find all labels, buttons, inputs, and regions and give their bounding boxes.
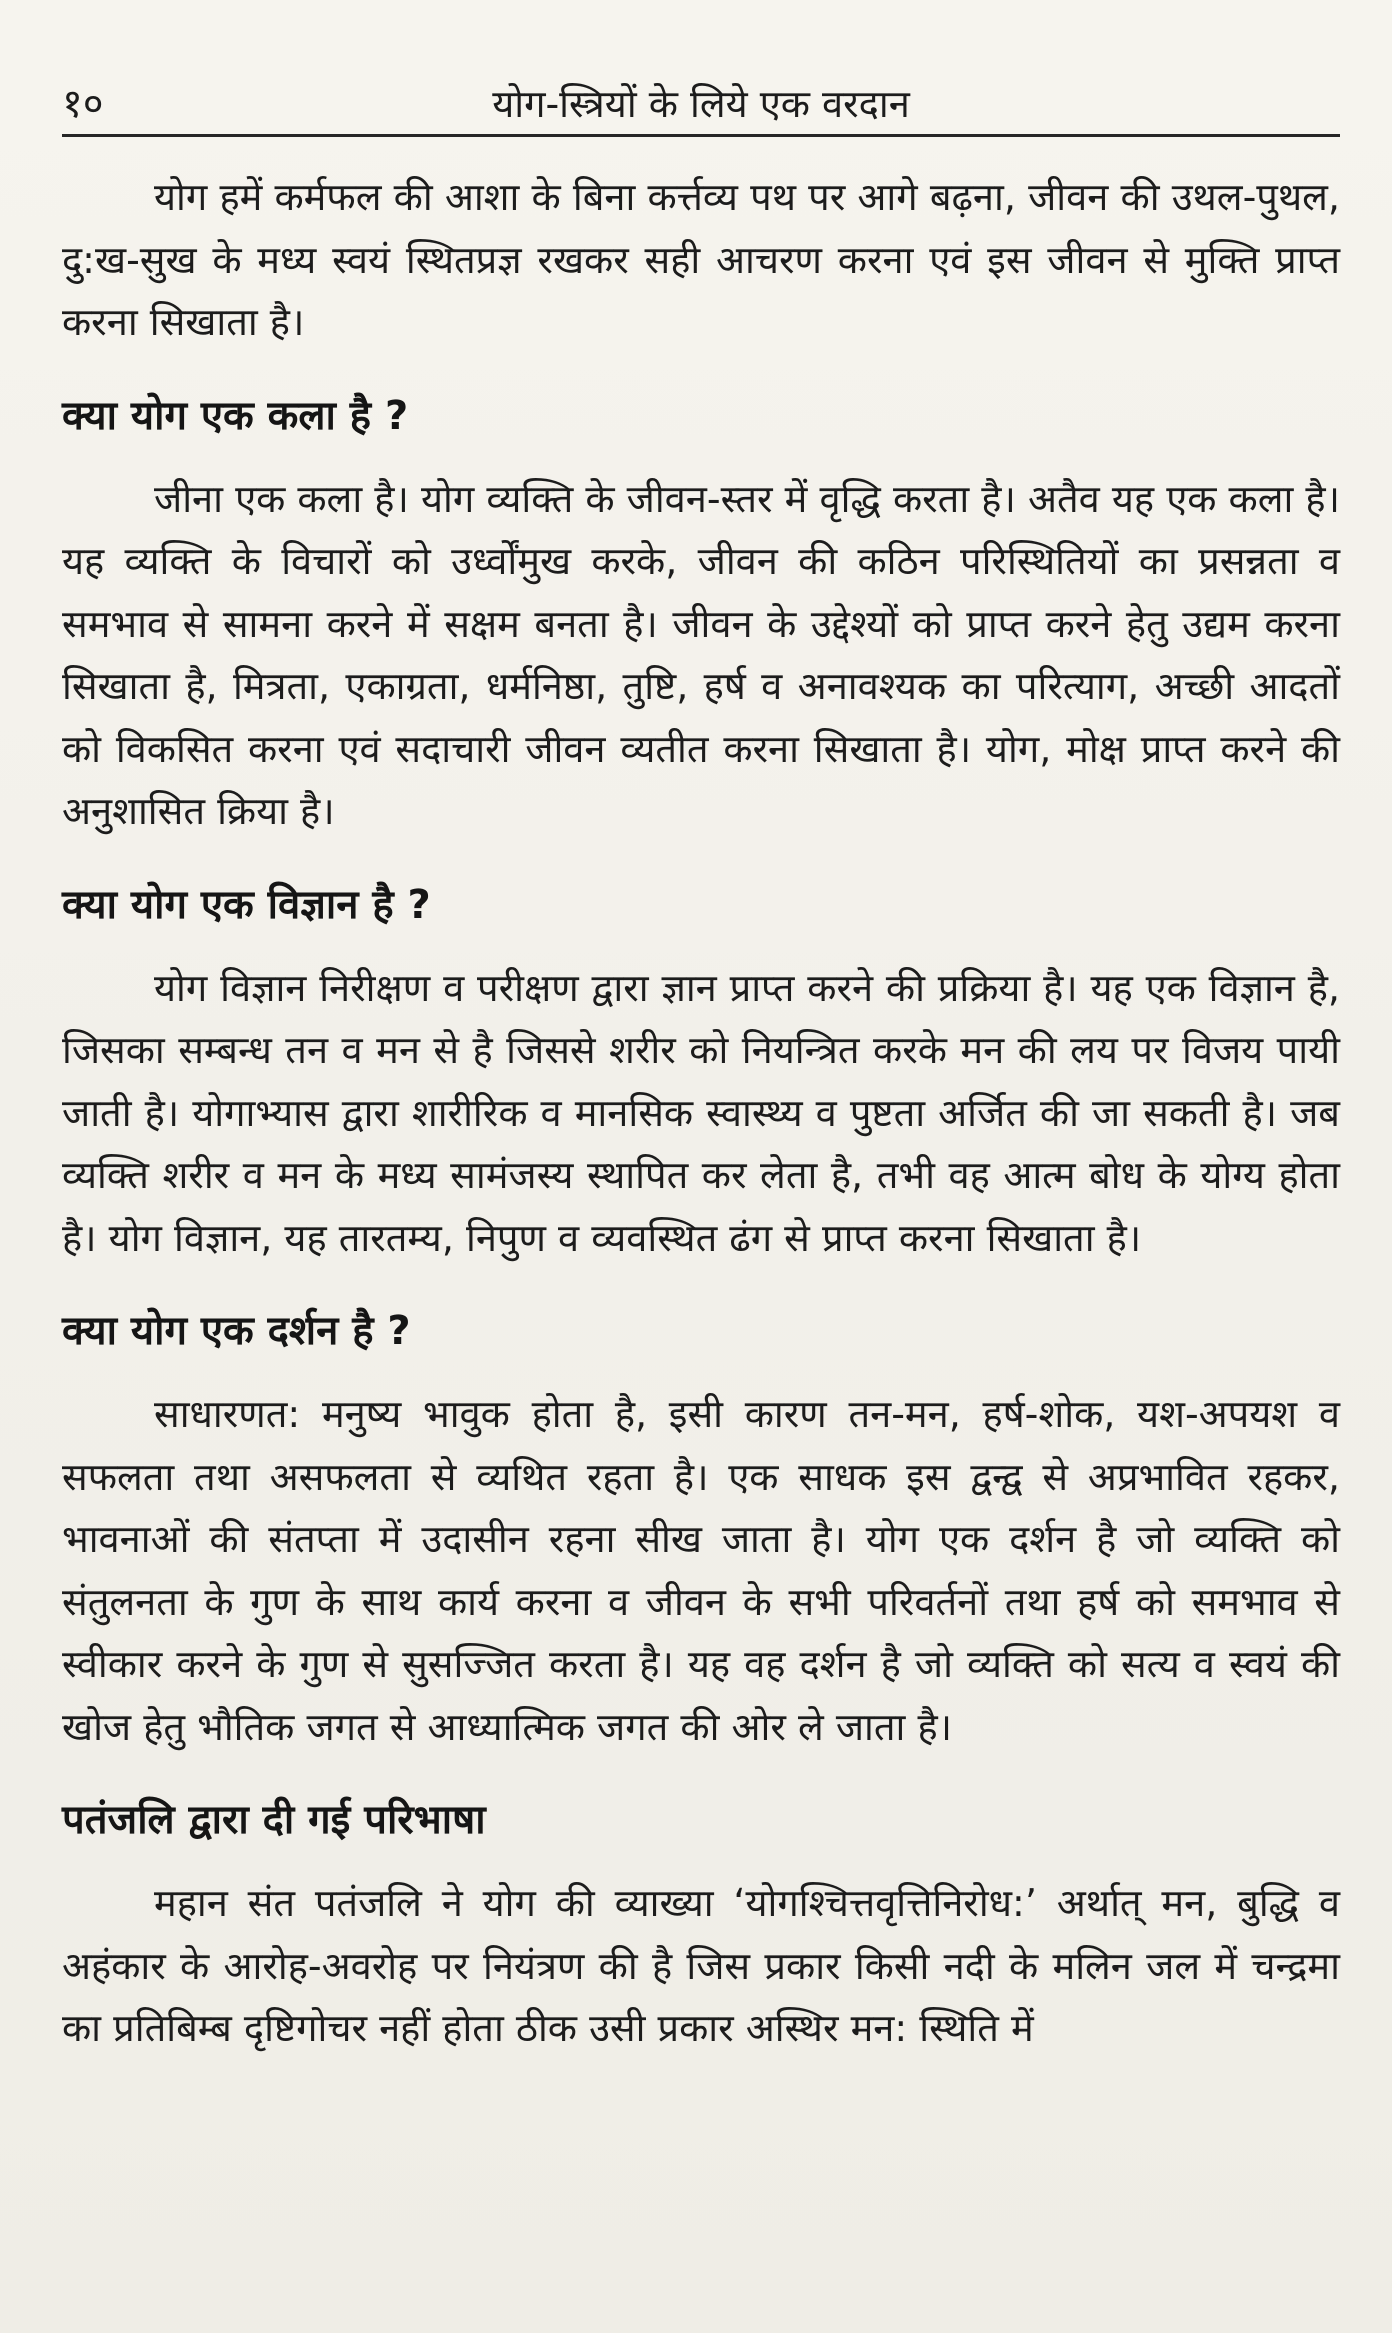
running-title: योग-स्त्रियों के लिये एक वरदान	[492, 82, 910, 126]
page-body	[62, 166, 1340, 2060]
paragraph-yoga-science: योग विज्ञान निरीक्षण व परीक्षण द्वारा ज्ञान प्राप्त करने की प्रक्रिया है। यह एक विज्ञान है, जिसका सम्बन्ध तन व मन से है जिससे शरीर को नियन्त्रित करके मन की लय पर विजय पायी जाती है। योगाभ्यास द्वारा शारीरिक व मानसिक स्वास्थ्य व पुष्टता अर्जित की जा सकती है। जब व्यक्ति शरीर व मन के मध्य सामंजस्य स्थापित कर लेता है, तभी वह आत्म बोध के योग्य होता है। योग विज्ञान, यह तारतम्य, निपुण व व्यवस्थित ढंग से प्राप्त करना सिखाता है।	[62, 965, 1340, 1260]
page-number: १०	[62, 81, 104, 127]
running-header	[62, 70, 1340, 137]
heading-patanjali-definition: पतंजलि द्वारा दी गई परिभाषा	[62, 1797, 486, 1843]
heading-yoga-science: क्या योग एक विज्ञान है ?	[62, 881, 431, 928]
paragraph-patanjali-definition: महान संत पतंजलि ने योग की व्याख्या ‘योगश्चित्तवृत्तिनिरोध:’ अर्थात् मन, बुद्धि व अहंकार के आरोह-अवरोह पर नियंत्रण की है जिस प्रकार किसी नदी के मलिन जल में चन्द्रमा का प्रतिबिम्ब दृष्टिगोचर नहीं होता ठीक उसी प्रकार अस्थिर मन: स्थिति में	[62, 1881, 1340, 2050]
paragraph-yoga-philosophy: साधारणत: मनुष्य भावुक होता है, इसी कारण तन-मन, हर्ष-शोक, यश-अपयश व सफलता तथा असफलता से व्यथित रहता है। एक साधक इस द्वन्द्व से अप्रभावित रहकर, भावनाओं की संतप्ता में उदासीन रहना सीख जाता है। योग एक दर्शन है जो व्यक्ति को संतुलनता के गुण के साथ कार्य करना व जीवन के सभी परिवर्तनों तथा हर्ष को समभाव से स्वीकार करने के गुण से सुसज्जित करता है। यह वह दर्शन है जो व्यक्ति को सत्य व स्वयं की खोज हेतु भौतिक जगत से आध्यात्मिक जगत की ओर ले जाता है।	[62, 1392, 1340, 1749]
intro-paragraph: योग हमें कर्मफल की आशा के बिना कर्त्तव्य पथ पर आगे बढ़ना, जीवन की उथल-पुथल, दु:ख-सुख के मध्य स्वयं स्थितप्रज्ञ रखकर सही आचरण करना एवं इस जीवन से मुक्ति प्राप्त करना सिखाता है।	[62, 175, 1340, 344]
paragraph-yoga-art: जीना एक कला है। योग व्यक्ति के जीवन-स्तर में वृद्धि करता है। अतैव यह एक कला है। यह व्यक्ति के विचारों को उर्ध्वोंमुख करके, जीवन की कठिन परिस्थितियों का प्रसन्नता व समभाव से सामना करने में सक्षम बनता है। जीवन के उद्देश्यों को प्राप्त करने हेतु उद्यम करना सिखाता है, मित्रता, एकाग्रता, धर्मनिष्ठा, तुष्टि, हर्ष व अनावश्यक का परित्याग, अच्छी आदतों को विकसित करना एवं सदाचारी जीवन व्यतीत करना सिखाता है। योग, मोक्ष प्राप्त करने की अनुशासित क्रिया है।	[62, 476, 1340, 833]
heading-yoga-art: क्या योग एक कला है ?	[62, 392, 409, 439]
heading-yoga-philosophy: क्या योग एक दर्शन है ?	[62, 1308, 411, 1354]
